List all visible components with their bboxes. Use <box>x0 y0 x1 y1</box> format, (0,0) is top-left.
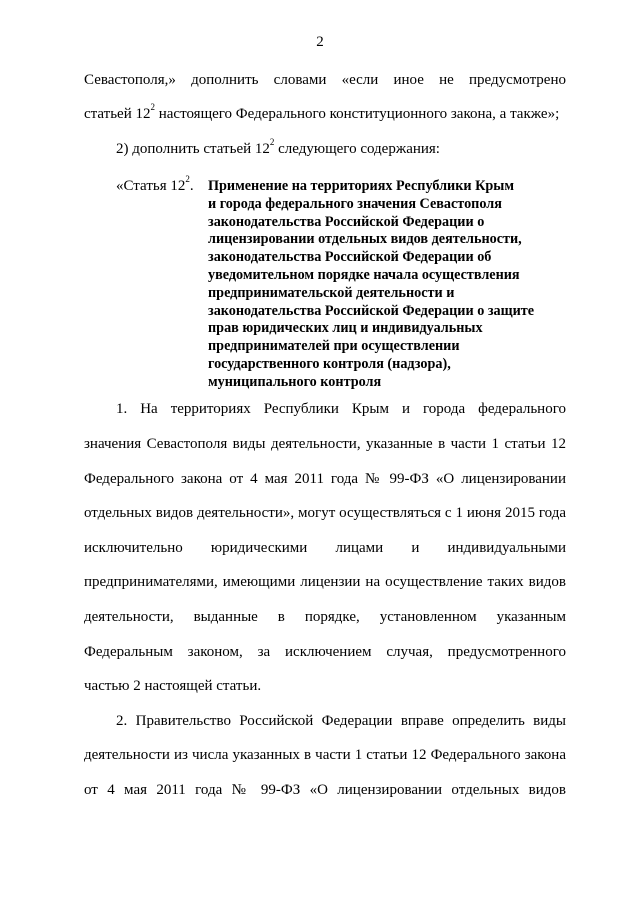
text-line: предпринимателями, имеющими лицензии на осуществление таких видов <box>84 574 566 590</box>
title-line: законодательства Российской Федерации об <box>208 249 492 266</box>
text-line: Севастополя,» дополнить словами «если иное не предусмотрено <box>84 72 566 88</box>
title-line: лицензировании отдельных видов деятельности, <box>208 231 522 248</box>
title-line: предпринимательской деятельности и <box>208 284 455 301</box>
superscript: 2 <box>269 137 275 147</box>
title-line: государственного контроля (надзора), <box>208 355 451 372</box>
title-line: законодательства Российской Федерации о <box>208 213 485 230</box>
article-title <box>208 178 588 392</box>
text-span: настоящего Федерального конституционного закона, а также»; <box>155 106 560 122</box>
text-line: Федеральным законом, за исключением случая, предусмотренного <box>84 644 566 660</box>
text-line: 1. На территориях Республики Крым и города федерального <box>116 401 566 417</box>
text-line: от 4 мая 2011 года № 99-ФЗ «О лицензировании отдельных видов <box>84 782 566 798</box>
text-span: статьей 12 <box>84 106 151 122</box>
page-number: 2 <box>316 34 324 50</box>
title-line: уведомительном порядке начала осуществления <box>208 266 520 283</box>
text-span: следующего содержания: <box>274 141 440 157</box>
text-line: исключительно юридическими лицами и индивидуальными <box>84 540 566 556</box>
text-line: деятельности из числа указанных в части 1 статьи 12 Федерального закона <box>84 747 566 763</box>
text-span: «Статья 12 <box>116 178 186 194</box>
article-label <box>116 174 194 195</box>
text-line: значения Севастополя виды деятельности, указанные в части 1 статьи 12 <box>84 436 566 452</box>
text-line: 2. Правительство Российской Федерации вправе определить виды <box>116 713 566 729</box>
superscript: 2 <box>185 174 190 184</box>
title-line: Применение на территориях Республики Крым <box>208 178 515 194</box>
superscript: 2 <box>150 102 155 112</box>
text-line: Федерального закона от 4 мая 2011 года № 99-ФЗ «О лицензировании <box>84 471 566 487</box>
text-span: 2) дополнить статьей 12 <box>116 141 270 157</box>
text-span: . <box>189 178 194 194</box>
title-line: законодательства Российской Федерации о защите <box>208 302 535 319</box>
title-line: прав юридических лиц и индивидуальных <box>208 320 483 337</box>
text-line: частью 2 настоящей статьи. <box>84 678 262 694</box>
title-line: предпринимателей при осуществлении <box>208 338 460 355</box>
text-line <box>116 137 566 158</box>
title-line: муниципального контроля <box>208 373 382 390</box>
text-line <box>84 102 566 123</box>
text-line: деятельности, выданные в порядке, установленном указанным <box>84 609 566 625</box>
text-line: отдельных видов деятельности», могут осуществляться с 1 июня 2015 года <box>84 505 566 521</box>
title-line: и города федерального значения Севастополя <box>208 195 502 212</box>
